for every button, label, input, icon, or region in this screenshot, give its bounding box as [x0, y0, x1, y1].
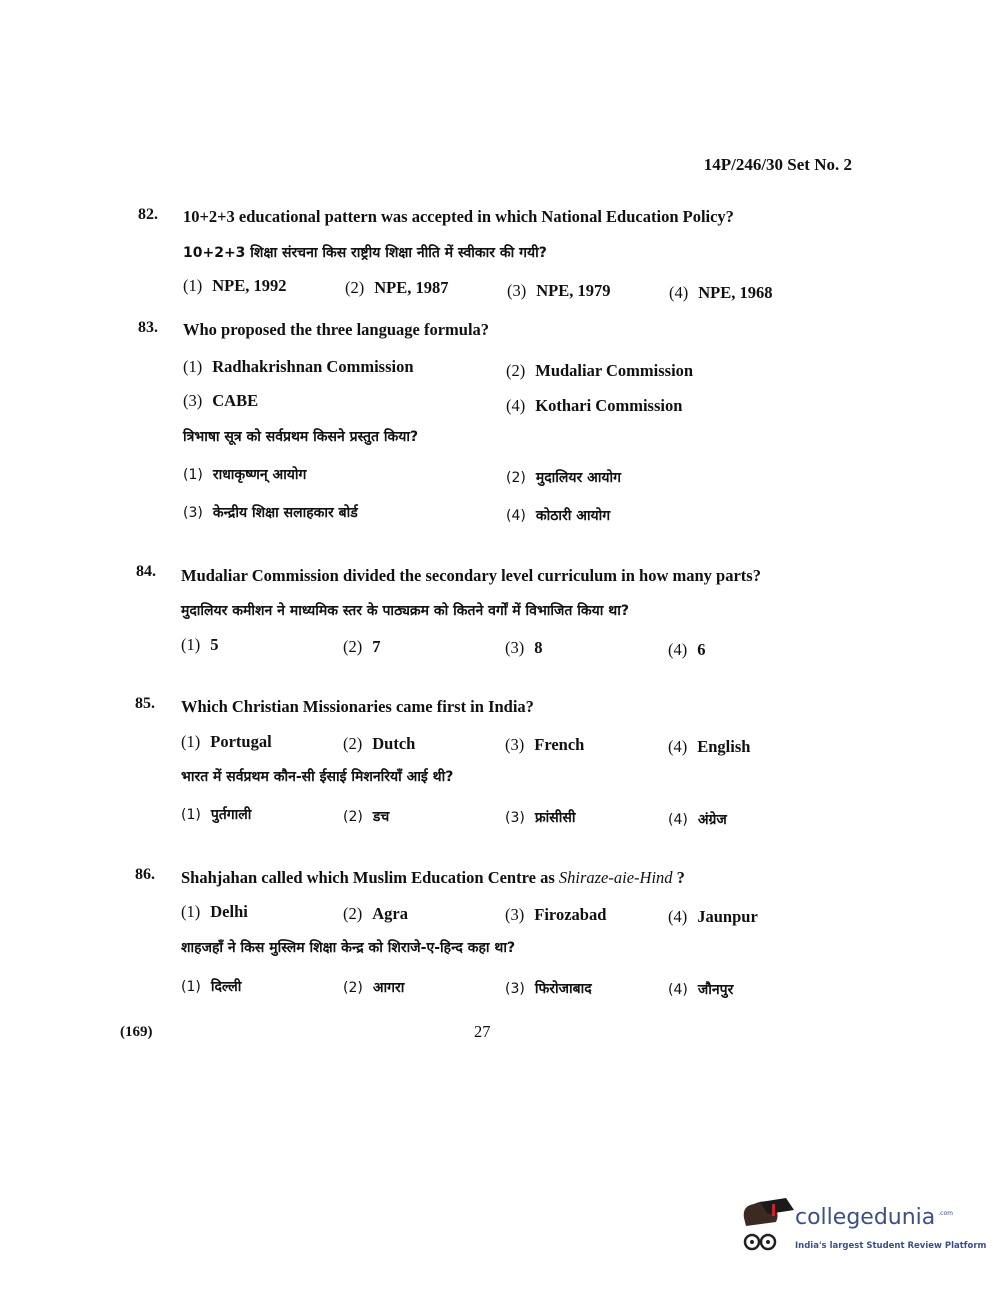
option: (3) केन्द्रीय शिक्षा सलाहकार बोर्ड — [183, 505, 358, 521]
question-number: 85. — [135, 695, 155, 712]
question-text-en: Shahjahan called which Muslim Education Centre as Shiraze-aie-Hind ? — [181, 868, 685, 887]
brand-name: collegedunia — [795, 1205, 936, 1230]
brand-tagline: India's largest Student Review Platform — [795, 1241, 987, 1251]
option: (2) 7 — [343, 637, 381, 656]
question-number: 82. — [138, 206, 158, 223]
question-text-en: 10+2+3 educational pattern was accepted in which National Education Policy? — [183, 207, 734, 226]
option: (3) French — [505, 735, 585, 754]
collegedunia-logo — [738, 1196, 987, 1258]
option: (2) Mudaliar Commission — [506, 361, 694, 380]
question-text-en: Who proposed the three language formula? — [183, 320, 490, 339]
question-number: 86. — [135, 866, 155, 883]
brand-suffix: .com — [938, 1210, 953, 1217]
option: (2) मुदालियर आयोग — [506, 470, 622, 486]
question-number: 84. — [136, 563, 156, 580]
option: (1) NPE, 1992 — [183, 276, 287, 295]
option: (2) Agra — [343, 904, 408, 923]
option: (3) फ्रांसीसी — [505, 810, 576, 826]
option: (1) दिल्ली — [181, 979, 242, 995]
footer-code: (169) — [120, 1024, 153, 1040]
option: (4) 6 — [668, 640, 706, 659]
option: (1) Radhakrishnan Commission — [183, 357, 414, 376]
option: (1) राधाकृष्णन् आयोग — [183, 467, 307, 483]
mascot-icon — [738, 1196, 794, 1258]
option: (4) Kothari Commission — [506, 396, 683, 415]
option: (2) आगरा — [343, 980, 405, 996]
option: (2) NPE, 1987 — [345, 278, 449, 297]
option: (4) अंग्रेज — [668, 812, 727, 828]
page-number: 27 — [474, 1022, 491, 1041]
option: (4) NPE, 1968 — [669, 283, 773, 302]
option: (3) 8 — [505, 638, 543, 657]
paper-code: 14P/246/30 Set No. 2 — [703, 155, 852, 174]
question-text-en: Which Christian Missionaries came first in India? — [181, 697, 534, 716]
question-text-en: Mudaliar Commission divided the secondary level curriculum in how many parts? — [181, 566, 761, 585]
option: (1) पुर्तगाली — [181, 807, 252, 823]
italic-term: Shiraze-aie-Hind — [558, 868, 673, 887]
question-text-hi: भारत में सर्वप्रथम कौन-सी ईसाई मिशनरियाँ आई थी? — [181, 769, 454, 785]
option: (4) Jaunpur — [668, 907, 758, 926]
option: (4) जौनपुर — [668, 982, 734, 998]
option: (3) CABE — [183, 391, 259, 410]
question-text-hi: 10+2+3 शिक्षा संरचना किस राष्ट्रीय शिक्षा नीति में स्वीकार की गयी? — [183, 245, 547, 261]
option: (1) Delhi — [181, 902, 248, 921]
question-text-hi: शाहजहाँ ने किस मुस्लिम शिक्षा केन्द्र को शिराजे-ए-हिन्द कहा था? — [181, 940, 516, 956]
option: (3) NPE, 1979 — [507, 281, 611, 300]
option: (2) डच — [343, 809, 390, 825]
option: (3) फिरोजाबाद — [505, 981, 592, 997]
question-text-hi: त्रिभाषा सूत्र को सर्वप्रथम किसने प्रस्तुत किया? — [183, 429, 419, 445]
option: (4) English — [668, 737, 751, 756]
option: (3) Firozabad — [505, 905, 607, 924]
option: (4) कोठारी आयोग — [506, 508, 611, 524]
option: (1) Portugal — [181, 732, 272, 751]
brand-row — [795, 1204, 953, 1232]
question-number: 83. — [138, 319, 158, 336]
option: (2) Dutch — [343, 734, 416, 753]
question-text-hi: मुदालियर कमीशन ने माध्यमिक स्तर के पाठ्यक्रम को कितने वर्गों में विभाजित किया था? — [181, 603, 629, 619]
option: (1) 5 — [181, 635, 219, 654]
